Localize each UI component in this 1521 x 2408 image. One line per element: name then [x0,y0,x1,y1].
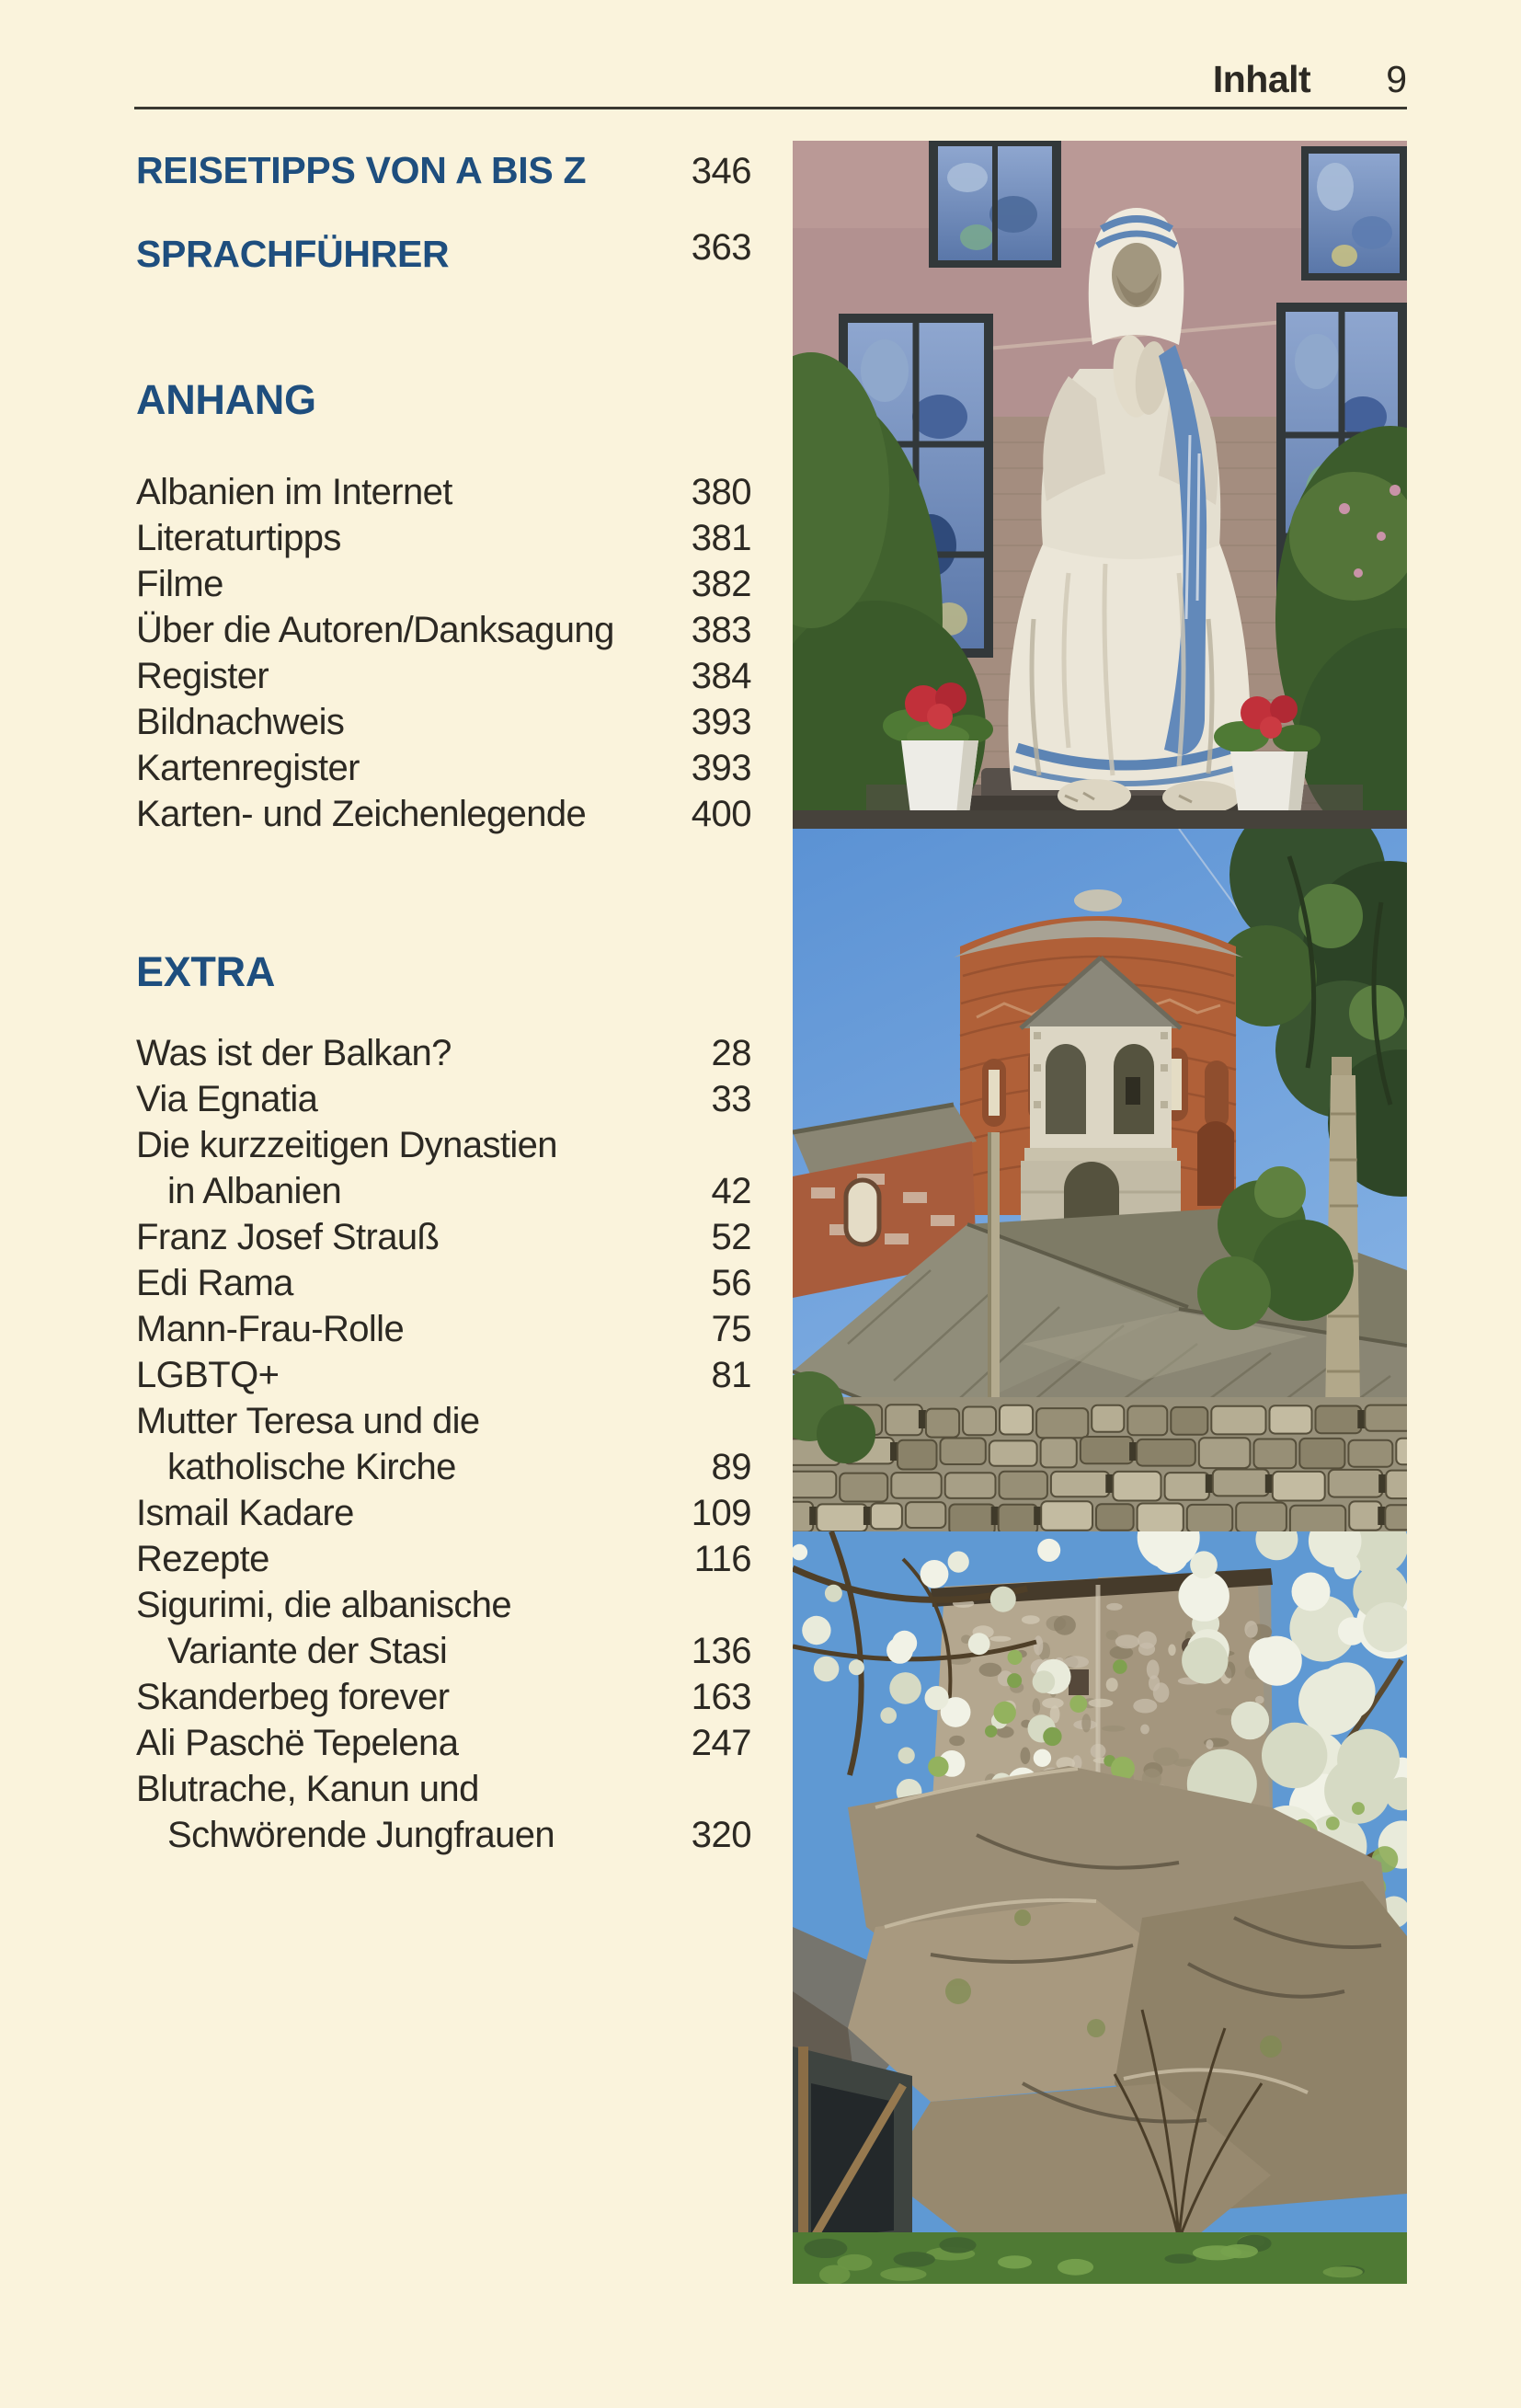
toc-entry-label: Bildnachweis [136,702,345,742]
toc-entry-label: in Albanien [167,1171,342,1211]
toc-entry-label: Über die Autoren/Danksagung [136,610,614,650]
toc-entry-page: 56 [711,1263,751,1303]
toc-row [136,1444,751,1490]
toc-row [136,1628,751,1674]
toc-entry-label: Skanderbeg forever [136,1677,450,1717]
stone-tower-with-blossoming-tree-image [793,1531,1407,2284]
toc-anhang-list [136,469,751,837]
toc-entry-label: katholische Kirche [167,1447,456,1487]
toc-row [136,1168,751,1214]
toc-entry-label: Mann-Frau-Rolle [136,1309,405,1349]
toc-entry-page: 109 [691,1493,751,1533]
toc-row [136,745,751,791]
toc-row [136,1582,751,1628]
toc-row [136,1766,751,1812]
toc-entry-page: 163 [691,1677,751,1717]
toc-row [136,1536,751,1582]
toc-row [136,653,751,699]
page-header [1213,59,1407,100]
toc-row [136,227,751,277]
toc-entry-page: 247 [691,1723,751,1763]
toc-entry-label: Edi Rama [136,1263,293,1303]
toc-entry-label: Ismail Kadare [136,1493,354,1533]
toc-entry-page: 381 [691,518,751,558]
toc-entry-label: Register [136,656,269,696]
toc-row [136,1720,751,1766]
toc-row [136,791,751,837]
toc-row [136,147,751,193]
toc-entry-page: 393 [691,702,751,742]
section-heading-anhang: ANHANG [136,376,316,423]
toc-row [136,515,751,561]
toc-row [136,1076,751,1122]
toc-entry-page: 116 [693,1539,751,1579]
toc-row [136,1490,751,1536]
header-title: Inhalt [1212,58,1311,100]
toc-entry-label: SPRACHFÜHRER [136,233,450,275]
toc-entry-page: 33 [711,1079,751,1119]
toc-entry-label: REISETIPPS VON A BIS Z [136,149,587,191]
boulders [848,1766,1407,2251]
toc-entry-page: 136 [691,1631,751,1671]
toc-entry-page: 320 [691,1815,751,1855]
photo-church-with-round-brick-tower [793,829,1407,1531]
toc-entry-page: 382 [691,564,751,604]
toc-row [136,1674,751,1720]
toc-entry-page: 380 [691,472,751,512]
toc-entry-page: 81 [711,1355,751,1395]
toc-row [136,1260,751,1306]
toc-entry-page: 28 [711,1033,751,1073]
toc-entry-label: Via Egnatia [136,1079,318,1119]
toc-row [136,1122,751,1168]
toc-row [136,607,751,653]
toc-row [136,561,751,607]
toc-row [136,1306,751,1352]
toc-entry-label: Franz Josef Strauß [136,1217,440,1257]
church-with-round-brick-tower-image [793,829,1407,1531]
toc-row [136,1352,751,1398]
toc-entry-page: 393 [691,748,751,788]
section-heading-extra: EXTRA [136,948,276,995]
photo-column [793,141,1407,2284]
toc-entry-label: Filme [136,564,223,604]
toc-entry-label: Karten- und Zeichenlegende [136,794,587,834]
photo-stone-tower-with-blossoming-tree [793,1531,1407,2284]
toc-entry-page: 52 [711,1217,751,1257]
toc-entry-label: Die kurzzeitigen Dynastien [136,1125,557,1165]
toc-entry-label: Kartenregister [136,748,360,788]
toc-extra-list [136,1030,751,1858]
photo-statue-of-mother-teresa [793,141,1407,829]
toc-row [136,1398,751,1444]
toc-entry-label: Sigurimi, die albanische [136,1585,512,1625]
toc-entry-label: Schwörende Jungfrauen [167,1815,555,1855]
toc-row [136,1030,751,1076]
header-rule [134,107,1407,109]
toc-entry-page: 346 [691,151,751,191]
toc-row [136,469,751,515]
toc-entry-page: 75 [711,1309,751,1349]
shed [793,2047,912,2260]
statue-of-mother-teresa-image [793,141,1407,829]
toc-entry-page: 400 [691,794,751,834]
toc-row [136,699,751,745]
toc-entry-label: Rezepte [136,1539,269,1579]
toc-entry-label: Ali Paschë Tepelena [136,1723,459,1763]
toc-entry-label: Mutter Teresa und die [136,1401,480,1441]
toc-row [136,1214,751,1260]
stone-wall [793,1397,1407,1531]
toc-entry-page: 363 [691,227,751,268]
toc-entry-label: Variante der Stasi [167,1631,448,1671]
toc-entry-label: Was ist der Balkan? [136,1033,452,1073]
toc-entry-label: Albanien im Internet [136,472,452,512]
toc-row [136,1812,751,1858]
toc-entry-label: Blutrache, Kanun und [136,1769,479,1809]
toc-top-entries [136,147,751,277]
toc-entry-page: 42 [711,1171,751,1211]
toc-entry-page: 383 [691,610,751,650]
toc-entry-label: Literaturtipps [136,518,341,558]
header-page-number: 9 [1386,58,1407,100]
toc-entry-page: 384 [691,656,751,696]
toc-entry-label: LGBTQ+ [136,1355,280,1395]
toc-entry-page: 89 [711,1447,751,1487]
